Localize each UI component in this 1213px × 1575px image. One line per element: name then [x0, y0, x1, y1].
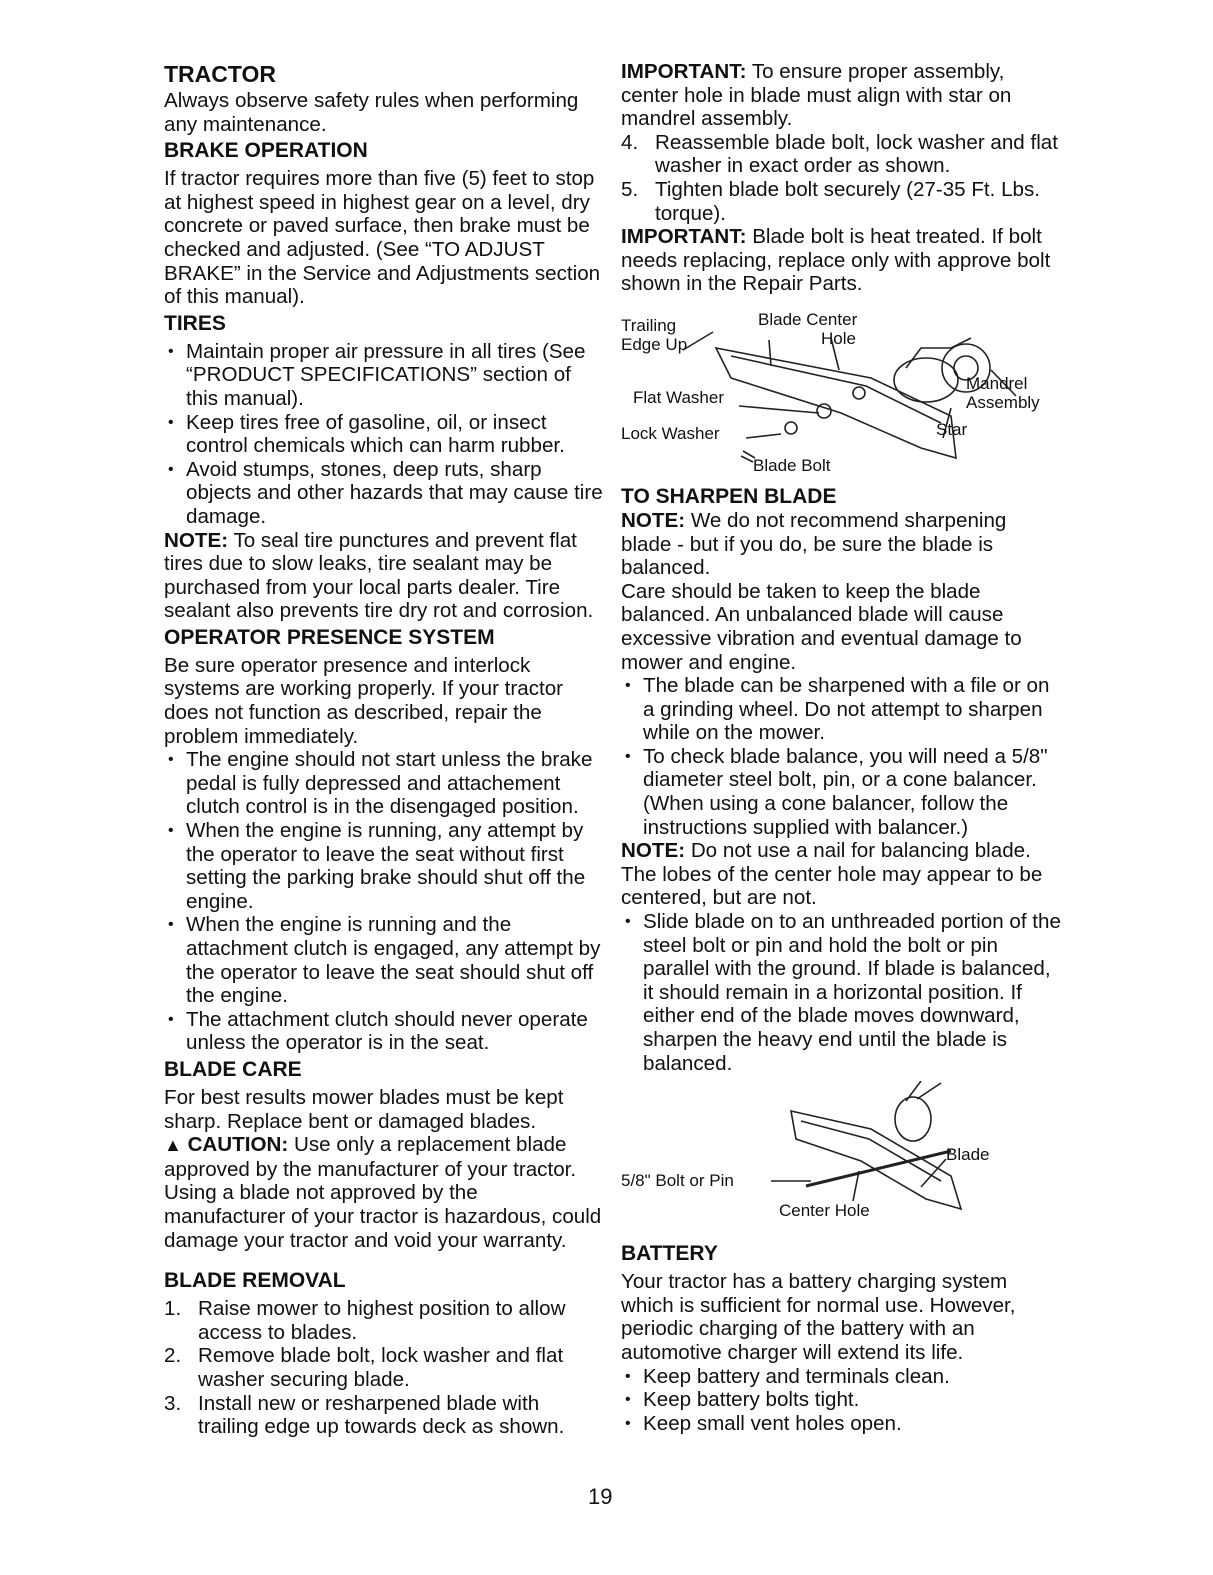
step-text: Reassemble blade bolt, lock washer and flat washer in exact order as shown.: [655, 130, 1058, 178]
step-item: [164, 1344, 604, 1391]
star-label: Star: [936, 419, 968, 439]
sharpen-note: [621, 509, 1061, 580]
trailing-label: Trailing: [621, 315, 677, 335]
important-label: IMPORTANT:: [621, 60, 747, 83]
step-text: Remove blade bolt, lock washer and flat washer securing blade.: [198, 1344, 564, 1391]
sharpen-list: [621, 674, 1061, 839]
tires-list: [164, 340, 604, 529]
step-number: 1.: [164, 1297, 182, 1321]
step-item: [621, 131, 1061, 178]
sharpen-text: Care should be taken to keep the blade balanced. An unbalanced blade will cause excessive vibration and eventual damage to mower and engine.: [621, 579, 1022, 674]
blade-shape: [716, 348, 956, 458]
blade-center-label: Blade Center: [758, 309, 858, 329]
step-text: Install new or resharpened blade with trailing edge up towards deck as shown.: [198, 1391, 565, 1439]
caution-text: Use only a replacement blade approved by the manufacturer of your tractor. Using a blade not approved by the manufacturer of your tractor is hazardous, could damage your tractor and void your warranty.: [164, 1133, 602, 1252]
tires-bullet: • Avoid stumps, stones, deep ruts, sharp objects and other hazards that may cause tire damage.: [164, 458, 604, 529]
important-note-1: [621, 60, 1061, 131]
battery-list: [621, 1365, 1061, 1436]
important-text: Blade bolt is heat treated. If bolt needs replacing, replace only with approve bolt shown in the Repair Parts.: [621, 225, 1051, 296]
center-hole-label: Center Hole: [779, 1201, 870, 1221]
important-label: IMPORTANT:: [621, 225, 747, 249]
note-label: NOTE:: [621, 839, 686, 863]
assembly-label: Assembly: [966, 392, 1040, 412]
warning-icon: ▲: [164, 1135, 182, 1156]
flat-washer-label: Flat Washer: [633, 387, 725, 407]
tires-bullet: • Maintain proper air pressure in all tires (See “PRODUCT SPECIFICATIONS” section of this manual).: [164, 340, 604, 411]
battery-bullet: • Keep small vent holes open.: [621, 1412, 1061, 1436]
note-label: NOTE:: [164, 528, 229, 552]
step-number: 2.: [164, 1344, 182, 1368]
left-column: [164, 60, 604, 1439]
brake-text: If tractor requires more than five (5) feet to stop at highest speed in highest gear on a level, dry concrete or paved surface, then brake must be checked and adjusted. (See “TO ADJUST BRAKE” in the Service and Adjustments section of this manual).: [164, 167, 601, 309]
blade-removal-heading: BLADE REMOVAL: [164, 1269, 346, 1293]
brake-heading: BRAKE OPERATION: [164, 139, 368, 163]
reassembly-steps: [621, 131, 1061, 225]
sharpen-note-2: [621, 839, 1061, 910]
step-item: [621, 178, 1061, 225]
sharpen-heading: TO SHARPEN BLADE: [621, 484, 837, 508]
ops-heading: OPERATOR PRESENCE SYSTEM: [164, 625, 495, 649]
tractor-heading: TRACTOR: [164, 61, 277, 87]
step-item: [164, 1392, 604, 1439]
note-text: Do not use a nail for balancing blade. The lobes of the center hole may appear to be centered, but are not.: [621, 839, 1043, 910]
mandrel-label: Mandrel: [966, 373, 1028, 393]
right-column: [621, 60, 1061, 1435]
important-text: To ensure proper assembly, center hole in blade must align with star on mandrel assembly.: [621, 60, 1012, 131]
sharpen-bullet: • The blade can be sharpened with a file or on a grinding wheel. Do not attempt to sharpen while on the mower.: [621, 674, 1061, 745]
step-item: [164, 1297, 604, 1344]
caution-block: [164, 1133, 604, 1252]
battery-bullet: • Keep battery and terminals clean.: [621, 1365, 1061, 1389]
edge-up-label: Edge Up: [621, 334, 688, 354]
lock-washer-label: Lock Washer: [621, 423, 720, 443]
ops-bullet: • When the engine is running, any attempt by the operator to leave the seat without first setting the parking brake should shut off the engine.: [164, 819, 604, 913]
blade-care-heading: BLADE CARE: [164, 1057, 302, 1081]
blade-bolt-label: Blade Bolt: [753, 455, 831, 475]
ops-bullet: • The attachment clutch should never operate unless the operator is in the seat.: [164, 1008, 604, 1055]
note-label: NOTE:: [621, 508, 686, 532]
sharpen-bullet: • Slide blade on to an unthreaded portion of the steel bolt or pin and hold the bolt or pin parallel with the ground. If blade is balanced, it should remain in a horizontal position. If either end of the blade moves downward, sharpen the heavy end until the blade is balanced.: [621, 910, 1061, 1075]
caution-label: CAUTION:: [187, 1133, 289, 1157]
ops-bullet: • The engine should not start unless the brake pedal is fully depressed and attachement clutch control is in the disengaged position.: [164, 748, 604, 819]
step-number: 3.: [164, 1391, 182, 1415]
step-number: 4.: [621, 130, 639, 154]
ops-bullet: • When the engine is running and the attachment clutch is engaged, any attempt by the operator to leave the seat should shut off the engine.: [164, 913, 604, 1007]
tractor-text: Always observe safety rules when performing any maintenance.: [164, 89, 579, 136]
step-text: Tighten blade bolt securely (27-35 Ft. Lbs. torque).: [655, 177, 1041, 225]
step-text: Raise mower to highest position to allow access to blades.: [198, 1297, 566, 1344]
blade-assembly-figure: [621, 308, 1061, 480]
battery-text: Your tractor has a battery charging system which is sufficient for normal use. However, periodic charging of the battery with an automotive charger will extend its life.: [621, 1270, 1016, 1364]
note-text: To seal tire punctures and prevent flat tires due to slow leaks, tire sealant may be purchased from your local parts dealer. Tire sealant also prevents tire dry rot and corrosion.: [164, 528, 594, 623]
blade-removal-steps: [164, 1297, 604, 1439]
battery-heading: BATTERY: [621, 1242, 718, 1266]
ops-list: [164, 748, 604, 1055]
page-number: 19: [588, 1484, 613, 1509]
blade-balance-figure: [621, 1081, 1061, 1229]
sharpen-list-2: [621, 910, 1061, 1075]
hole-label: Hole: [821, 328, 856, 348]
ops-text: Be sure operator presence and interlock systems are working properly. If your tractor does not function as described, repair the problem immediately.: [164, 653, 564, 748]
bolt-pin-label: 5/8" Bolt or Pin: [621, 1171, 734, 1191]
important-note-2: [621, 225, 1061, 296]
sharpen-bullet: • To check blade balance, you will need a 5/8" diameter steel bolt, pin, or a cone balancer. (When using a cone balancer, follow the instructions supplied with balancer.): [621, 745, 1061, 839]
step-number: 5.: [621, 177, 639, 201]
blade-label: Blade: [946, 1145, 990, 1165]
battery-bullet: • Keep battery bolts tight.: [621, 1388, 1061, 1412]
note-text: We do not recommend sharpening blade - but if you do, be sure the blade is balanced.: [621, 508, 1007, 580]
tires-note: [164, 529, 604, 623]
tires-heading: TIRES: [164, 311, 226, 335]
blade-care-text: For best results mower blades must be kept sharp. Replace bent or damaged blades.: [164, 1085, 564, 1133]
tires-bullet: • Keep tires free of gasoline, oil, or insect control chemicals which can harm rubber.: [164, 411, 604, 458]
